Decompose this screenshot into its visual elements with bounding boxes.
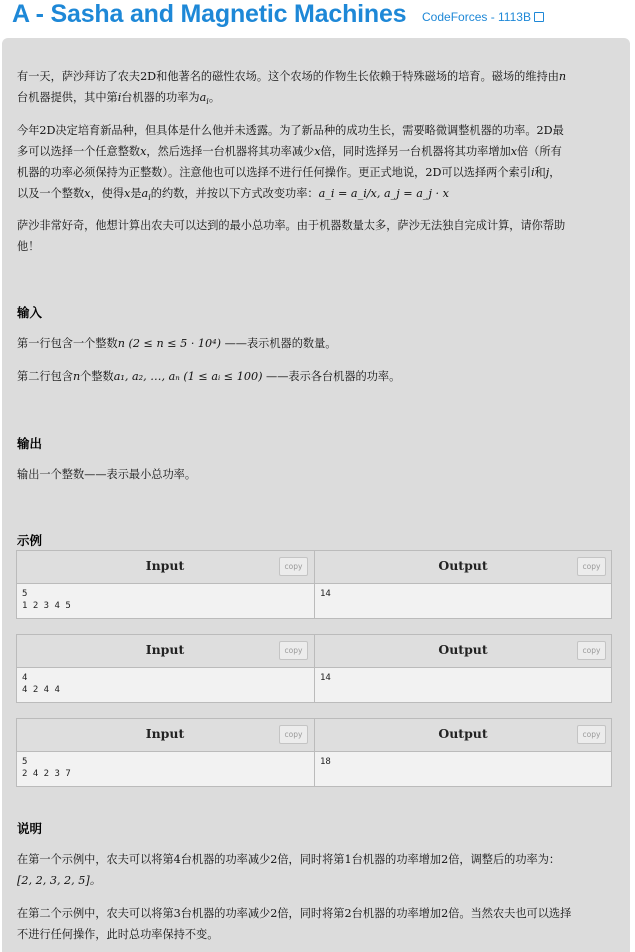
example-body <box>17 584 611 618</box>
input-column-header <box>17 635 313 667</box>
math-var: n <box>117 337 125 350</box>
problem-panel <box>2 38 630 952</box>
text: 是 <box>130 187 142 200</box>
text: 第二行包含 <box>17 370 73 383</box>
text: 不进行任何操作，此时总功率保持不变。 <box>17 928 219 941</box>
example-header <box>17 719 611 752</box>
problem-title: A - Sasha and Magnetic Machines <box>12 0 407 28</box>
output-label: Output <box>438 726 488 741</box>
input-label: Input <box>145 642 185 657</box>
output-line-1: 输出一个整数——表示最小总功率。 <box>17 468 197 481</box>
example-body <box>17 752 611 786</box>
output-column-header <box>314 719 611 751</box>
input-label: Input <box>145 558 185 573</box>
source-link[interactable] <box>422 10 544 24</box>
text: 多可以选择一个任意整数 <box>17 145 141 158</box>
example-body <box>17 668 611 702</box>
math-var: a <box>199 91 207 104</box>
text: ——表示机器的数量。 <box>224 337 337 350</box>
examples-heading: 示例 <box>17 533 43 548</box>
math-seq: a₁, a₂, …, aₙ <box>113 370 180 383</box>
math-var: x <box>314 145 321 158</box>
example-2 <box>16 634 612 703</box>
text: 倍，同时选择另一台机器将其功率增加 <box>320 145 511 158</box>
note-paragraph-2 <box>17 903 607 945</box>
input-line-2 <box>17 366 607 387</box>
text: ，然后选择一台机器将其功率减少 <box>146 145 315 158</box>
text: 有一天，萨沙拜访了农夫2D和他著名的磁性农场。这个农场的作物生长依赖于特殊磁场的培育。磁场的维持由 <box>17 70 559 83</box>
output-label: Output <box>438 642 488 657</box>
text: 和 <box>534 166 546 179</box>
math-var: x <box>510 145 518 158</box>
copy-input-button[interactable]: copy <box>279 641 308 660</box>
math-array: [2, 2, 3, 2, 5]。 <box>17 874 101 887</box>
text: 台机器的功率为 <box>121 91 200 104</box>
output-heading: 输出 <box>17 436 43 451</box>
text: 个整数 <box>80 370 114 383</box>
copy-output-button[interactable]: copy <box>577 725 606 744</box>
math-var: i <box>530 166 535 179</box>
source-link-label: CodeForces - 1113B <box>422 10 531 24</box>
input-line: 5 <box>22 589 28 599</box>
text: ，使得 <box>90 187 125 200</box>
text: 在第二个示例中，农夫可以将第3台机器的功率减少2倍，同时将第2台机器的功率增加2倍。当然农夫也可以选择 <box>17 907 572 920</box>
input-column-header <box>17 551 313 583</box>
math-var: x <box>140 145 147 158</box>
output-cell[interactable] <box>314 752 611 786</box>
output-value: 18 <box>320 757 331 767</box>
example-1 <box>16 550 612 619</box>
text: ， <box>549 166 561 179</box>
copy-output-button[interactable]: copy <box>577 557 606 576</box>
input-line: 1 2 3 4 5 <box>22 601 71 611</box>
statement-paragraph-2 <box>17 120 607 208</box>
math-var: n <box>72 370 81 383</box>
math-var: n <box>558 70 567 83</box>
input-line-1 <box>17 333 607 354</box>
note-paragraph-1 <box>17 849 607 891</box>
text: 倍（所有 <box>517 145 562 158</box>
input-line: 5 <box>22 757 28 767</box>
output-column-header <box>314 635 611 667</box>
text: 机器的功率必须保持为正整数）。注意他也可以选择不进行任何操作。更正式地说，2D可以选择两个索引 <box>17 166 531 179</box>
copy-input-button[interactable]: copy <box>279 725 308 744</box>
copy-output-button[interactable]: copy <box>577 641 606 660</box>
input-cell[interactable] <box>17 584 313 618</box>
math-sub: i <box>148 193 151 203</box>
text: 萨沙非常好奇，他想计算出农夫可以达到的最小总功率。由于机器数量太多，萨沙无法独自完成计算，请你帮助 <box>17 219 566 232</box>
text: 。 <box>208 91 221 104</box>
text: 今年2D决定培育新品种，但具体是什么他并未透露。为了新品种的成功生长，需要略微调整机器的功率。2D最 <box>17 124 564 137</box>
math-sub: i <box>206 97 209 107</box>
text: 他！ <box>17 240 40 253</box>
input-column-header <box>17 719 313 751</box>
output-cell[interactable] <box>314 584 611 618</box>
math-var: x <box>84 187 91 200</box>
input-line: 2 4 2 3 7 <box>22 769 71 779</box>
note-heading: 说明 <box>17 821 43 836</box>
text: 在第一个示例中，农夫可以将第4台机器的功率减少2倍，同时将第1台机器的功率增加2倍，调整后的功率为： <box>17 853 561 866</box>
input-cell[interactable] <box>17 668 313 702</box>
math-var: x <box>124 187 131 200</box>
copy-input-button[interactable]: copy <box>279 557 308 576</box>
text: ——表示各台机器的功率。 <box>266 370 401 383</box>
page-header <box>0 0 635 38</box>
statement-paragraph-3 <box>17 215 607 257</box>
math-var: j <box>545 166 550 179</box>
output-value: 14 <box>320 589 331 599</box>
text: 第一行包含一个整数 <box>17 337 118 350</box>
external-link-icon <box>534 12 544 22</box>
text: 以及一个整数 <box>17 187 85 200</box>
output-value: 14 <box>320 673 331 683</box>
output-cell[interactable] <box>314 668 611 702</box>
input-line: 4 <box>22 673 28 683</box>
text: 的约数，并按以下方式改变功率： <box>150 187 319 200</box>
input-label: Input <box>145 726 185 741</box>
example-header <box>17 551 611 584</box>
math-var: i <box>117 91 122 104</box>
output-column-header <box>314 551 611 583</box>
input-heading: 输入 <box>17 305 43 320</box>
formula: a_i = a_i/x, a_j = a_j · x <box>318 187 449 200</box>
text: 台机器提供，其中第 <box>17 91 118 104</box>
output-label: Output <box>438 558 488 573</box>
example-3 <box>16 718 612 787</box>
input-cell[interactable] <box>17 752 313 786</box>
statement-paragraph-1 <box>17 66 607 112</box>
input-line: 4 2 4 4 <box>22 685 60 695</box>
math-var: a <box>141 187 149 200</box>
example-header <box>17 635 611 668</box>
math-range: (1 ≤ aᵢ ≤ 100) <box>183 370 263 383</box>
math-range: (2 ≤ n ≤ 5 · 10⁴) <box>128 337 222 350</box>
